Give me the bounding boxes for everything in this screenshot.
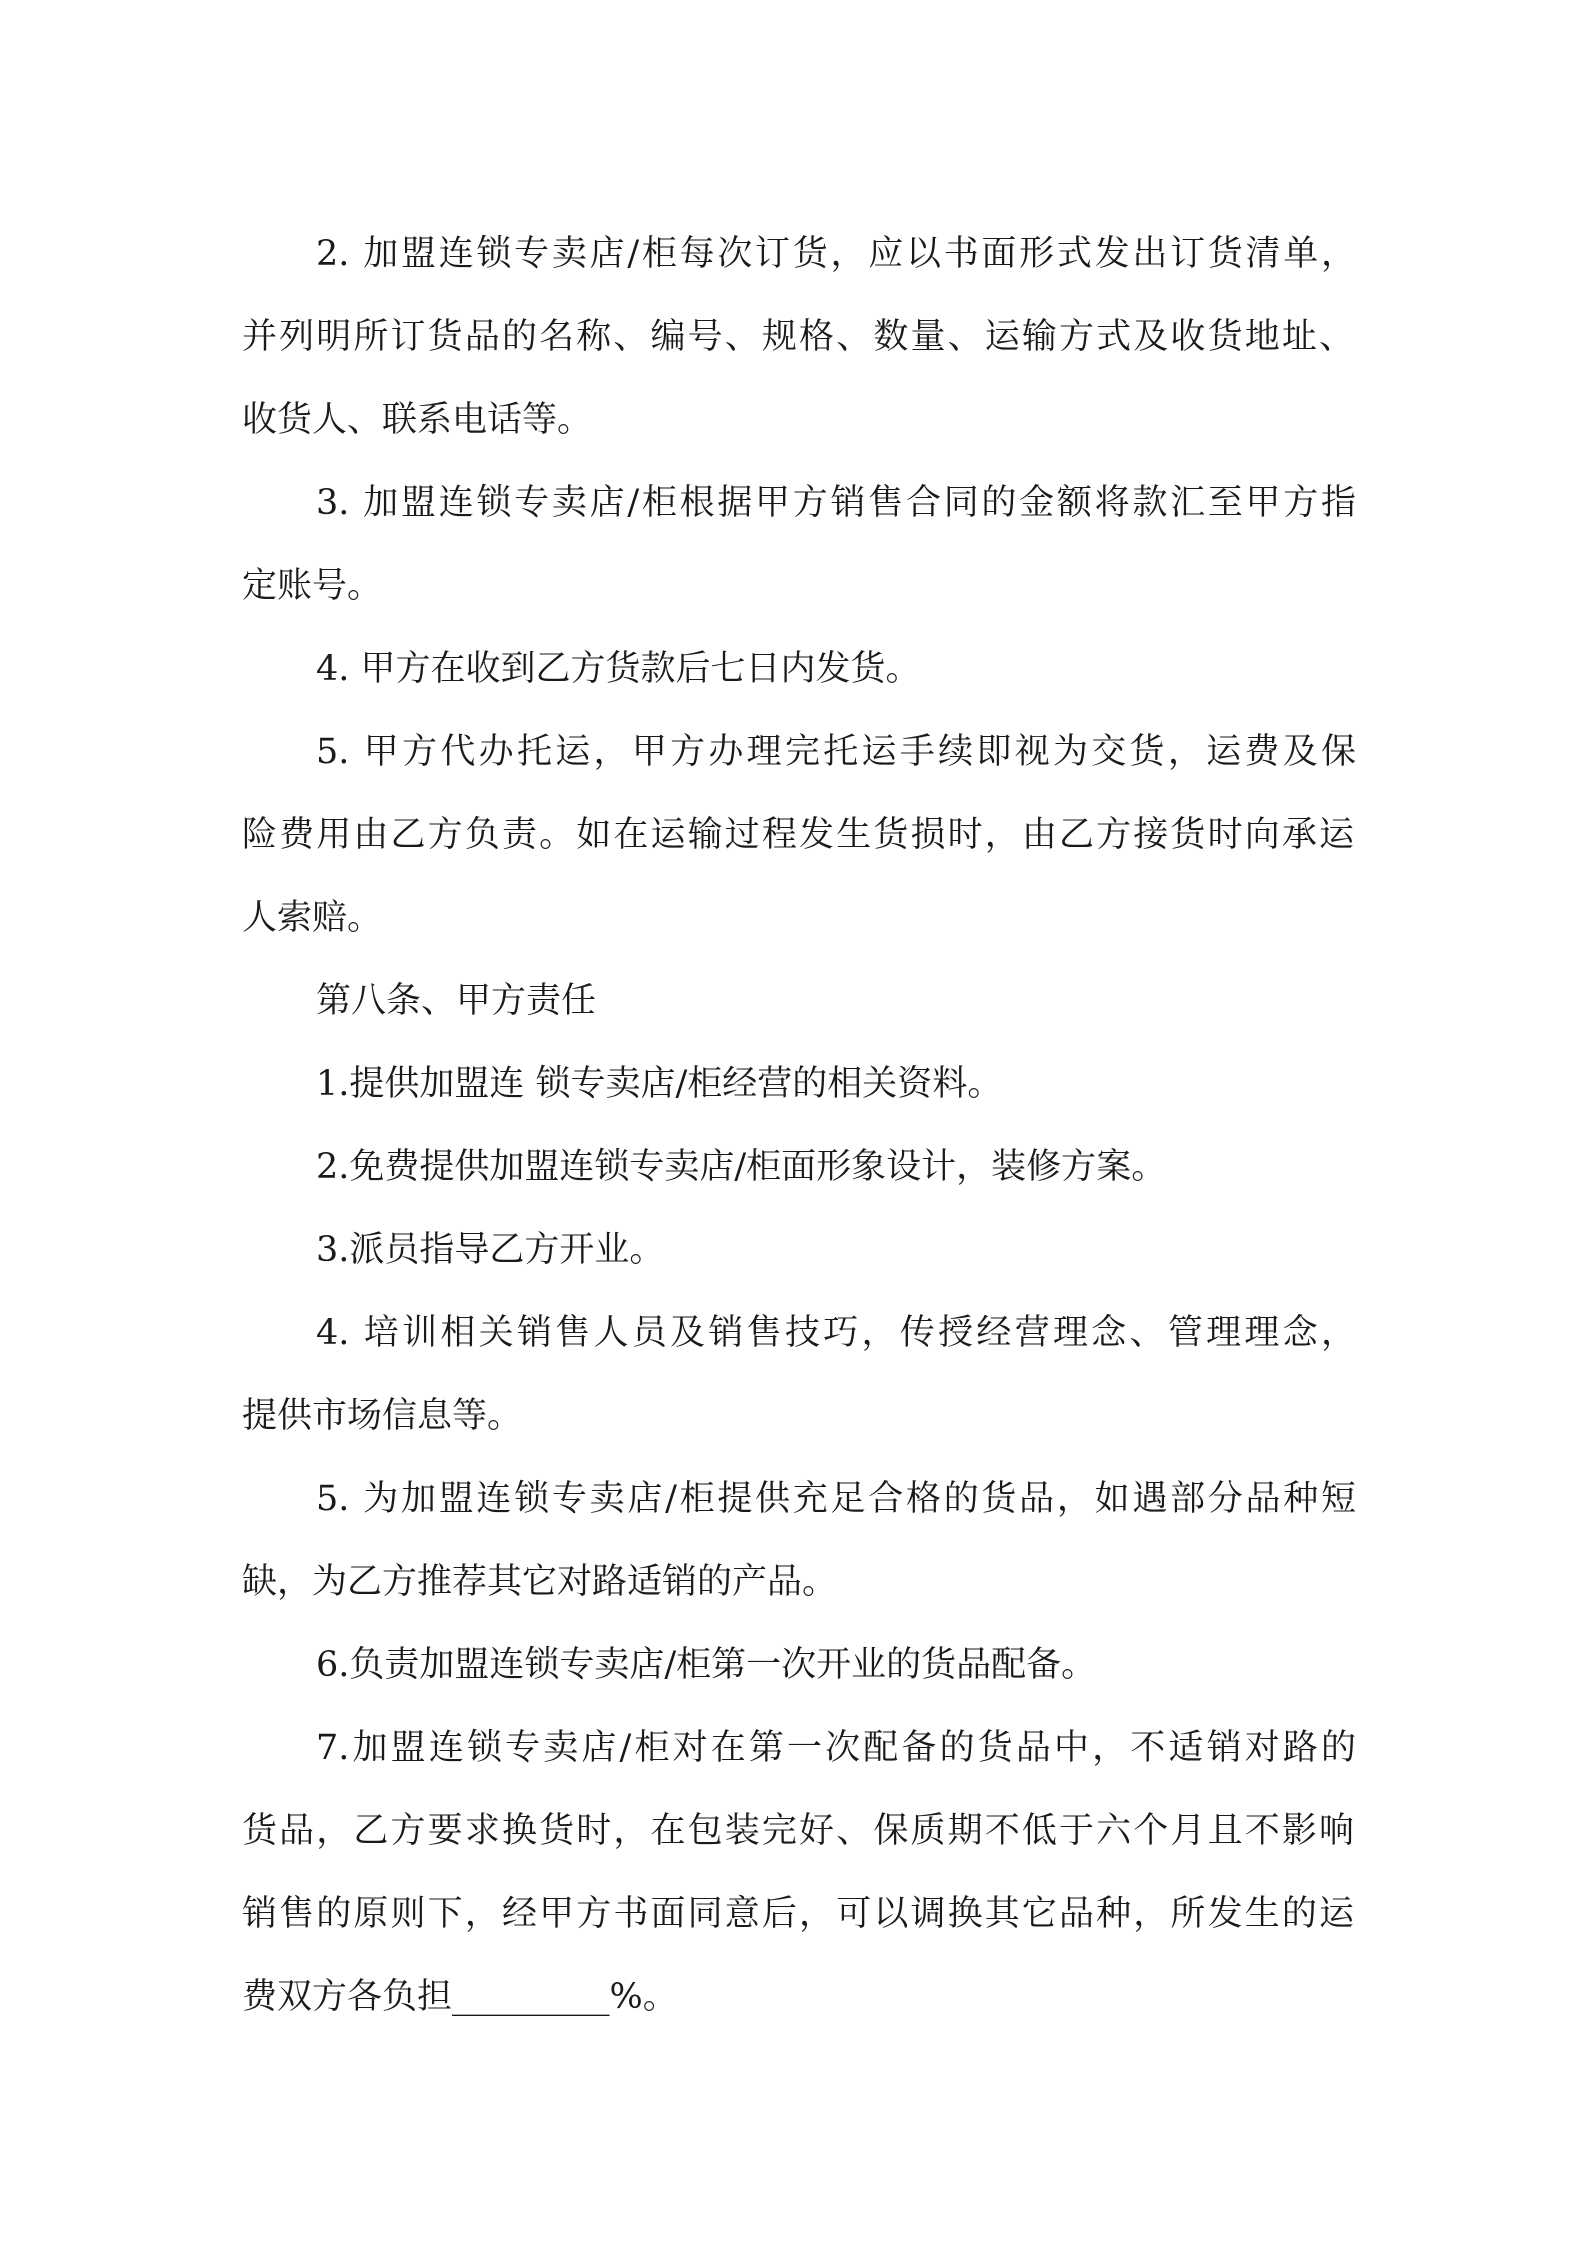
section-heading: 第八条、甲方责任 bbox=[316, 981, 597, 1021]
duty-7-line-1: 7.加盟连锁专卖店/柜对在第一次配备的货品中，不适销对路的 bbox=[316, 1728, 1356, 1768]
duty-3-line-1: 3.派员指导乙方开业。 bbox=[316, 1230, 665, 1270]
clause-5-line-1: 5. 甲方代办托运，甲方办理完托运手续即视为交货，运费及保 bbox=[316, 732, 1356, 772]
clause-2-line-2: 并列明所订货品的名称、编号、规格、数量、运输方式及收货地址、 bbox=[242, 317, 1354, 357]
duty-7-line-3: 销售的原则下，经甲方书面同意后，可以调换其它品种，所发生的运 bbox=[242, 1894, 1354, 1934]
duty-1-line-1: 1.提供加盟连 锁专卖店/柜经营的相关资料。 bbox=[316, 1064, 1003, 1104]
clause-3-line-2: 定账号。 bbox=[242, 566, 383, 606]
clause-2-line-3: 收货人、联系电话等。 bbox=[242, 400, 593, 440]
duty-6-line-1: 6.负责加盟连锁专卖店/柜第一次开业的货品配备。 bbox=[316, 1645, 1097, 1685]
duty-5-line-1: 5. 为加盟连锁专卖店/柜提供充足合格的货品，如遇部分品种短 bbox=[316, 1479, 1356, 1519]
duty-4-line-1: 4. 培训相关销售人员及销售技巧，传授经营理念、管理理念， bbox=[316, 1313, 1356, 1353]
duty-2-line-1: 2.免费提供加盟连锁专卖店/柜面形象设计，装修方案。 bbox=[316, 1147, 1167, 1187]
duty-4-line-2: 提供市场信息等。 bbox=[242, 1396, 523, 1436]
duty-5-line-2: 缺，为乙方推荐其它对路适销的产品。 bbox=[242, 1562, 838, 1602]
clause-5-line-3: 人索赔。 bbox=[242, 898, 383, 938]
duty-7-line-2: 货品，乙方要求换货时，在包装完好、保质期不低于六个月且不影响 bbox=[242, 1811, 1354, 1851]
clause-4-line-1: 4. 甲方在收到乙方货款后七日内发货。 bbox=[316, 649, 921, 689]
duty-7-line-4: 费双方各负担_________%。 bbox=[242, 1977, 678, 2017]
clause-3-line-1: 3. 加盟连锁专卖店/柜根据甲方销售合同的金额将款汇至甲方指 bbox=[316, 483, 1356, 523]
clause-2-line-1: 2. 加盟连锁专卖店/柜每次订货，应以书面形式发出订货清单， bbox=[316, 234, 1356, 274]
clause-5-line-2: 险费用由乙方负责。如在运输过程发生货损时，由乙方接货时向承运 bbox=[242, 815, 1354, 855]
